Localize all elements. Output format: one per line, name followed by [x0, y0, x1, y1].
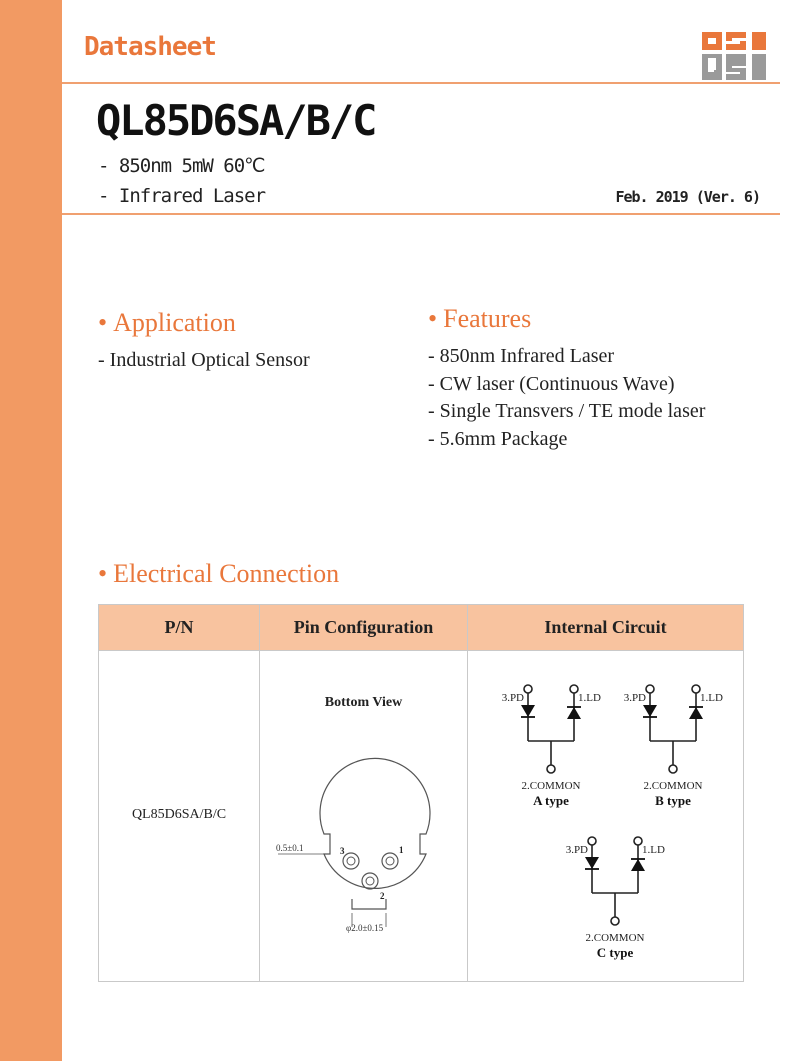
pin-label-2: 2: [380, 891, 385, 901]
side-accent-bar: [0, 0, 62, 1061]
dim-label-a: 0.5±0.1: [276, 843, 304, 853]
circuit-a-type: [502, 685, 601, 808]
ld-terminal: [692, 685, 700, 693]
spec-line: - 850nm 5mW 60℃: [98, 155, 265, 177]
list-item: - Industrial Optical Sensor: [98, 349, 310, 371]
table-header-row: [99, 605, 744, 651]
col-header-pin-config: Pin Configuration: [260, 605, 468, 651]
list-item: - 5.6mm Package: [428, 427, 568, 450]
pd-diode-icon: [585, 857, 599, 869]
ld-diode-icon: [631, 859, 645, 871]
common-label: 2.COMMON: [521, 780, 581, 792]
col-header-internal-circuit: Internal Circuit: [468, 605, 744, 651]
internal-circuit-cell: [468, 651, 744, 982]
subtitle-divider: [62, 213, 780, 215]
pd-terminal: [524, 685, 532, 693]
pd-diode-icon: [521, 705, 535, 717]
revision-date: Feb. 2019 (Ver. 6): [615, 188, 760, 206]
pn-value: QL85D6SA/B/C: [131, 807, 227, 822]
circuit-b-type: [624, 685, 723, 808]
ld-terminal: [634, 837, 642, 845]
electrical-heading: • Electrical Connection: [98, 559, 340, 588]
common-label: 2.COMMON: [585, 932, 645, 944]
qsi-logo: [700, 30, 770, 82]
common-terminal: [611, 917, 619, 925]
internal-circuit-diagram: [468, 651, 750, 981]
electrical-table: [98, 604, 744, 982]
circuit-c-type: [566, 837, 665, 960]
col-header-pn: P/N: [99, 605, 260, 651]
bottom-view-label: Bottom View: [324, 695, 403, 710]
application-heading: • Application: [98, 308, 236, 337]
type-label: B type: [655, 793, 691, 808]
ld-diode-icon: [689, 707, 703, 719]
type-line: - Infrared Laser: [98, 185, 266, 207]
application-list: [98, 347, 310, 375]
pd-terminal: [646, 685, 654, 693]
dim-label-b: φ2.0±0.15: [346, 923, 384, 933]
list-item: - CW laser (Continuous Wave): [428, 372, 675, 395]
features-list: [428, 343, 705, 453]
ld-label: 1.LD: [700, 692, 723, 704]
pin-label-3: 3: [340, 846, 345, 856]
list-item: - 850nm Infrared Laser: [428, 345, 615, 367]
pd-diode-icon: [643, 705, 657, 717]
ld-label: 1.LD: [578, 692, 601, 704]
pn-cell: [99, 651, 260, 982]
common-terminal: [547, 765, 555, 773]
ld-diode-icon: [567, 707, 581, 719]
type-label: C type: [596, 945, 634, 960]
pd-terminal: [588, 837, 596, 845]
part-number: QL85D6SA/B/C: [96, 96, 376, 145]
pin-config-diagram: [260, 651, 465, 981]
common-terminal: [669, 765, 677, 773]
table-row: [99, 651, 744, 982]
pd-label: 3.PD: [565, 844, 588, 856]
common-label: 2.COMMON: [643, 780, 703, 792]
ld-terminal: [570, 685, 578, 693]
header-title: Datasheet: [84, 32, 216, 62]
header-divider: [62, 82, 780, 84]
pin-label-1: 1: [399, 845, 404, 855]
list-item: - Single Transvers / TE mode laser: [428, 400, 706, 422]
pin-config-cell: [260, 651, 468, 982]
ld-label: 1.LD: [642, 844, 665, 856]
pd-label: 3.PD: [501, 692, 524, 704]
type-label: A type: [533, 793, 569, 808]
pd-label: 3.PD: [623, 692, 646, 704]
features-heading: • Features: [428, 304, 532, 333]
